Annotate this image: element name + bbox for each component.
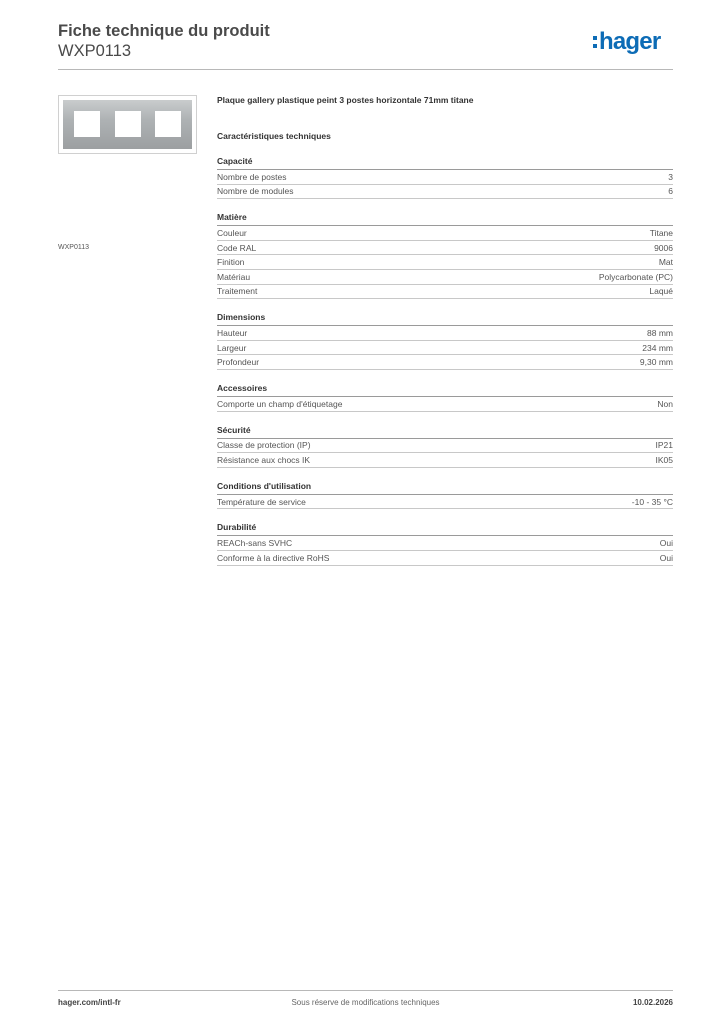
spec-row xyxy=(217,170,673,185)
tech-heading: Caractéristiques techniques xyxy=(217,131,331,141)
spec-row xyxy=(217,536,673,551)
spec-label: Traitement xyxy=(217,286,258,297)
spec-label: REACh-sans SVHC xyxy=(217,538,293,549)
spec-value: 6 xyxy=(668,186,673,197)
spec-value: -10 - 35 °C xyxy=(631,496,673,507)
spec-section xyxy=(217,522,673,565)
section-title: Capacité xyxy=(217,156,673,170)
spec-value: 234 mm xyxy=(642,342,673,353)
spec-label: Comporte un champ d'étiquetage xyxy=(217,398,343,409)
section-title: Sécurité xyxy=(217,425,673,439)
spec-value: 3 xyxy=(668,171,673,182)
plate-window-3 xyxy=(155,111,181,137)
footer-disclaimer: Sous réserve de modifications techniques xyxy=(291,998,440,1007)
spec-value: IK05 xyxy=(655,454,673,465)
spec-row xyxy=(217,326,673,341)
footer-divider xyxy=(58,990,673,991)
spec-section xyxy=(217,383,673,412)
spec-label: Nombre de postes xyxy=(217,171,287,182)
hager-logo xyxy=(593,28,660,56)
spec-label: Profondeur xyxy=(217,357,260,368)
image-caption: WXP0113 xyxy=(58,244,89,251)
spec-value: Non xyxy=(657,398,673,409)
spec-row xyxy=(217,285,673,300)
spec-row xyxy=(217,255,673,270)
spec-section xyxy=(217,312,673,370)
spec-row xyxy=(217,453,673,468)
spec-value: Titane xyxy=(649,227,673,238)
spec-row xyxy=(217,551,673,566)
spec-section xyxy=(217,481,673,510)
spec-row xyxy=(217,397,673,412)
spec-row xyxy=(217,355,673,370)
spec-value: 88 mm xyxy=(647,327,673,338)
spec-row xyxy=(217,439,673,454)
spec-label: Conforme à la directive RoHS xyxy=(217,552,330,563)
section-title: Dimensions xyxy=(217,312,673,326)
footer-date: 10.02.2026 xyxy=(632,998,673,1007)
spec-content xyxy=(217,94,673,566)
header-divider xyxy=(58,69,673,70)
plate-window-2 xyxy=(115,111,141,137)
spec-row xyxy=(217,341,673,356)
spec-value: Oui xyxy=(659,538,673,549)
section-title: Durabilité xyxy=(217,522,673,536)
spec-section xyxy=(217,212,673,299)
spec-section xyxy=(217,425,673,468)
spec-label: Résistance aux chocs IK xyxy=(217,454,311,465)
spec-row xyxy=(217,185,673,200)
spec-label: Classe de protection (IP) xyxy=(217,440,311,451)
spec-value: Polycarbonate (PC) xyxy=(598,271,673,282)
spec-label: Nombre de modules xyxy=(217,186,294,197)
section-title: Accessoires xyxy=(217,383,673,397)
spec-label: Finition xyxy=(217,257,245,268)
spec-row xyxy=(217,495,673,510)
footer-website-link[interactable]: hager.com/intl-fr xyxy=(58,998,121,1007)
product-description: Plaque gallery plastique peint 3 postes horizontale 71mm titane xyxy=(217,95,474,105)
plate-window-1 xyxy=(74,111,100,137)
plate-illustration xyxy=(63,100,192,149)
spec-value: IP21 xyxy=(655,440,673,451)
page-header xyxy=(58,21,270,61)
spec-value: 9006 xyxy=(654,242,673,253)
section-title: Conditions d'utilisation xyxy=(217,481,673,495)
spec-label: Largeur xyxy=(217,342,247,353)
spec-row xyxy=(217,241,673,256)
spec-label: Code RAL xyxy=(217,242,257,253)
spec-section xyxy=(217,156,673,199)
logo-dots-icon xyxy=(593,36,597,48)
document-title: Fiche technique du produit xyxy=(58,22,270,40)
spec-label: Matériau xyxy=(217,271,251,282)
spec-label: Hauteur xyxy=(217,327,248,338)
spec-value: Laqué xyxy=(649,286,673,297)
product-reference: WXP0113 xyxy=(58,42,132,60)
spec-row xyxy=(217,270,673,285)
section-title: Matière xyxy=(217,212,673,226)
logo-wordmark: hager xyxy=(599,28,661,55)
spec-sections xyxy=(217,156,673,566)
spec-label: Couleur xyxy=(217,227,247,238)
spec-value: Mat xyxy=(658,257,673,268)
spec-value: 9,30 mm xyxy=(639,357,673,368)
spec-value: Oui xyxy=(659,552,673,563)
spec-label: Température de service xyxy=(217,496,306,507)
spec-row xyxy=(217,226,673,241)
page-footer xyxy=(58,998,673,1010)
product-image xyxy=(58,95,197,154)
